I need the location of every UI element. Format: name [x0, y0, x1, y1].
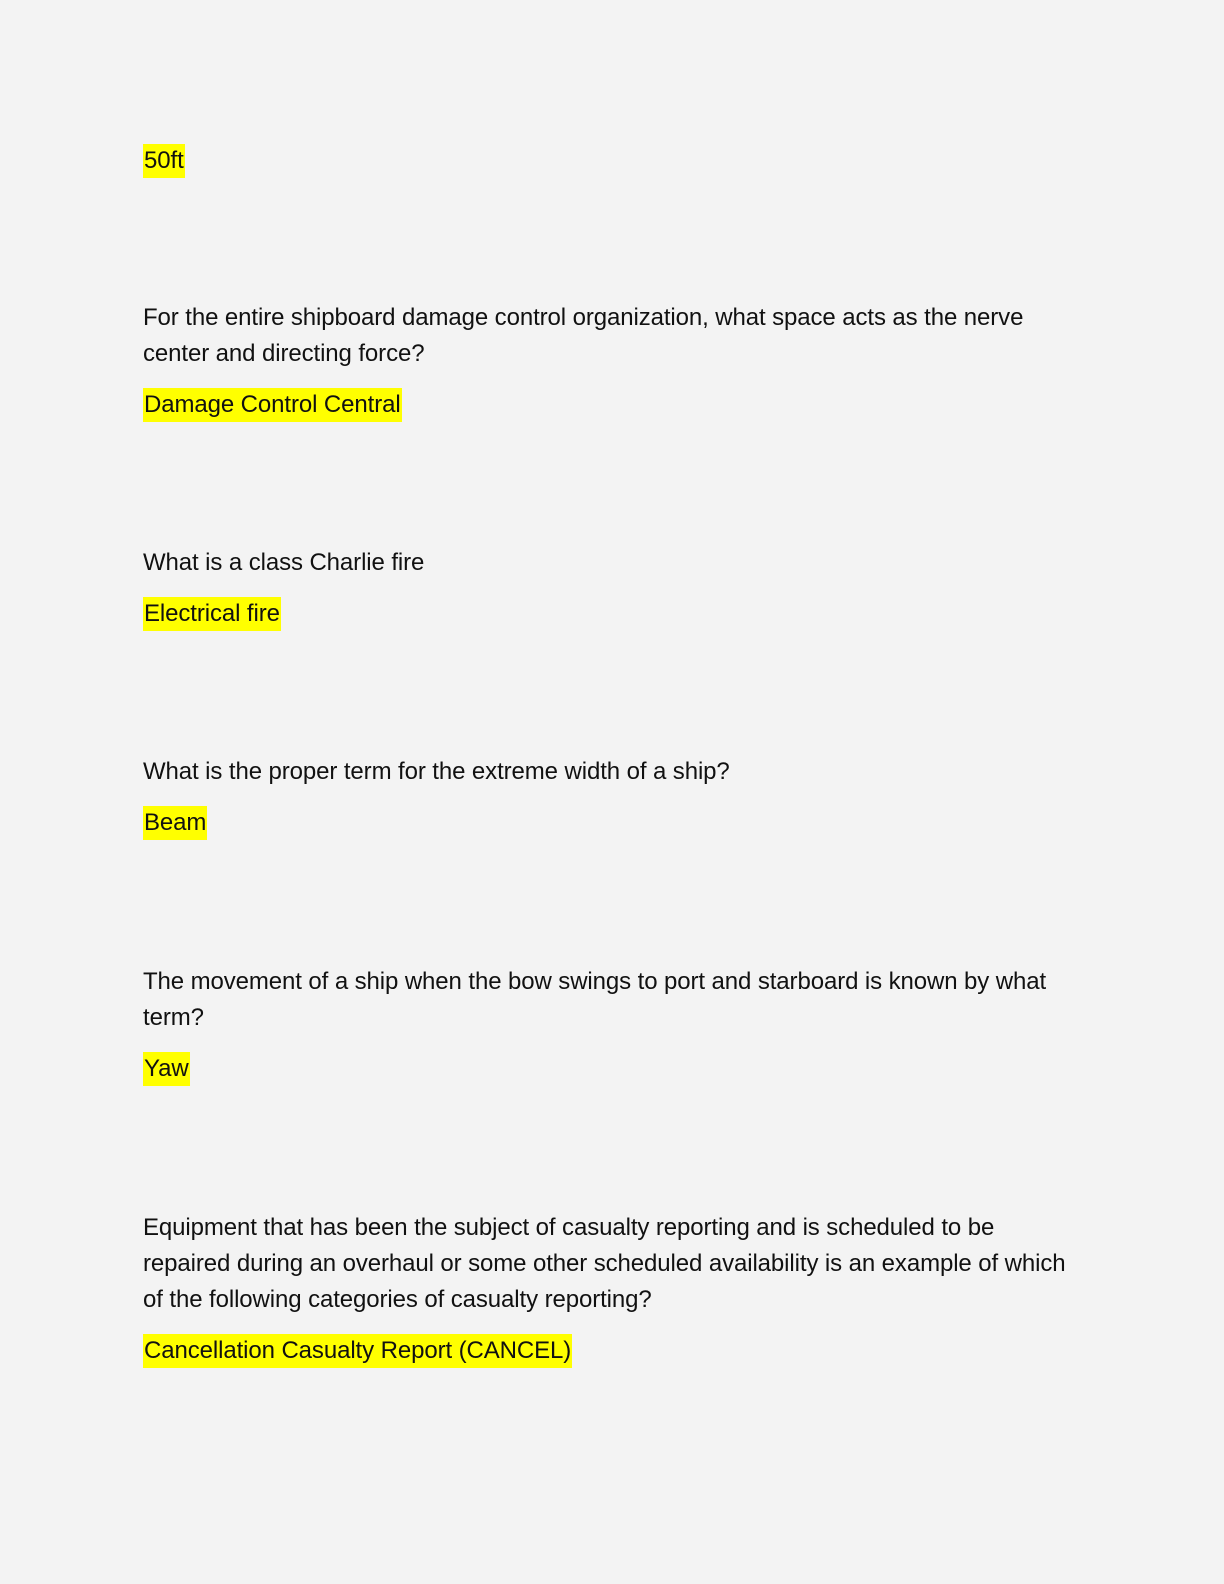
- answer-highlight: Cancellation Casualty Report (CANCEL): [143, 1334, 572, 1368]
- qa-item-3: [143, 545, 1083, 632]
- qa-item-2: [143, 300, 1083, 423]
- qa-item-4: [143, 754, 1083, 841]
- answer-highlight: Electrical fire: [143, 597, 281, 631]
- qa-item-1: [143, 143, 1083, 179]
- question-text: For the entire shipboard damage control organization, what space acts as the nerve center and directing force?: [143, 304, 1024, 367]
- question-text: The movement of a ship when the bow swings to port and starboard is known by what term?: [143, 968, 1047, 1031]
- answer-highlight: Damage Control Central: [143, 388, 402, 422]
- answer-highlight: 50ft: [143, 144, 185, 178]
- qa-item-6: [143, 1210, 1083, 1369]
- qa-item-5: [143, 964, 1083, 1087]
- question-text: What is the proper term for the extreme width of a ship?: [143, 758, 730, 785]
- question-text: What is a class Charlie fire: [143, 549, 425, 576]
- question-text: Equipment that has been the subject of casualty reporting and is scheduled to be repaired during an overhaul or some other scheduled availability is an example of which of the following categories of casualty reporting?: [143, 1214, 1066, 1313]
- answer-highlight: Yaw: [143, 1052, 190, 1086]
- answer-highlight: Beam: [143, 806, 207, 840]
